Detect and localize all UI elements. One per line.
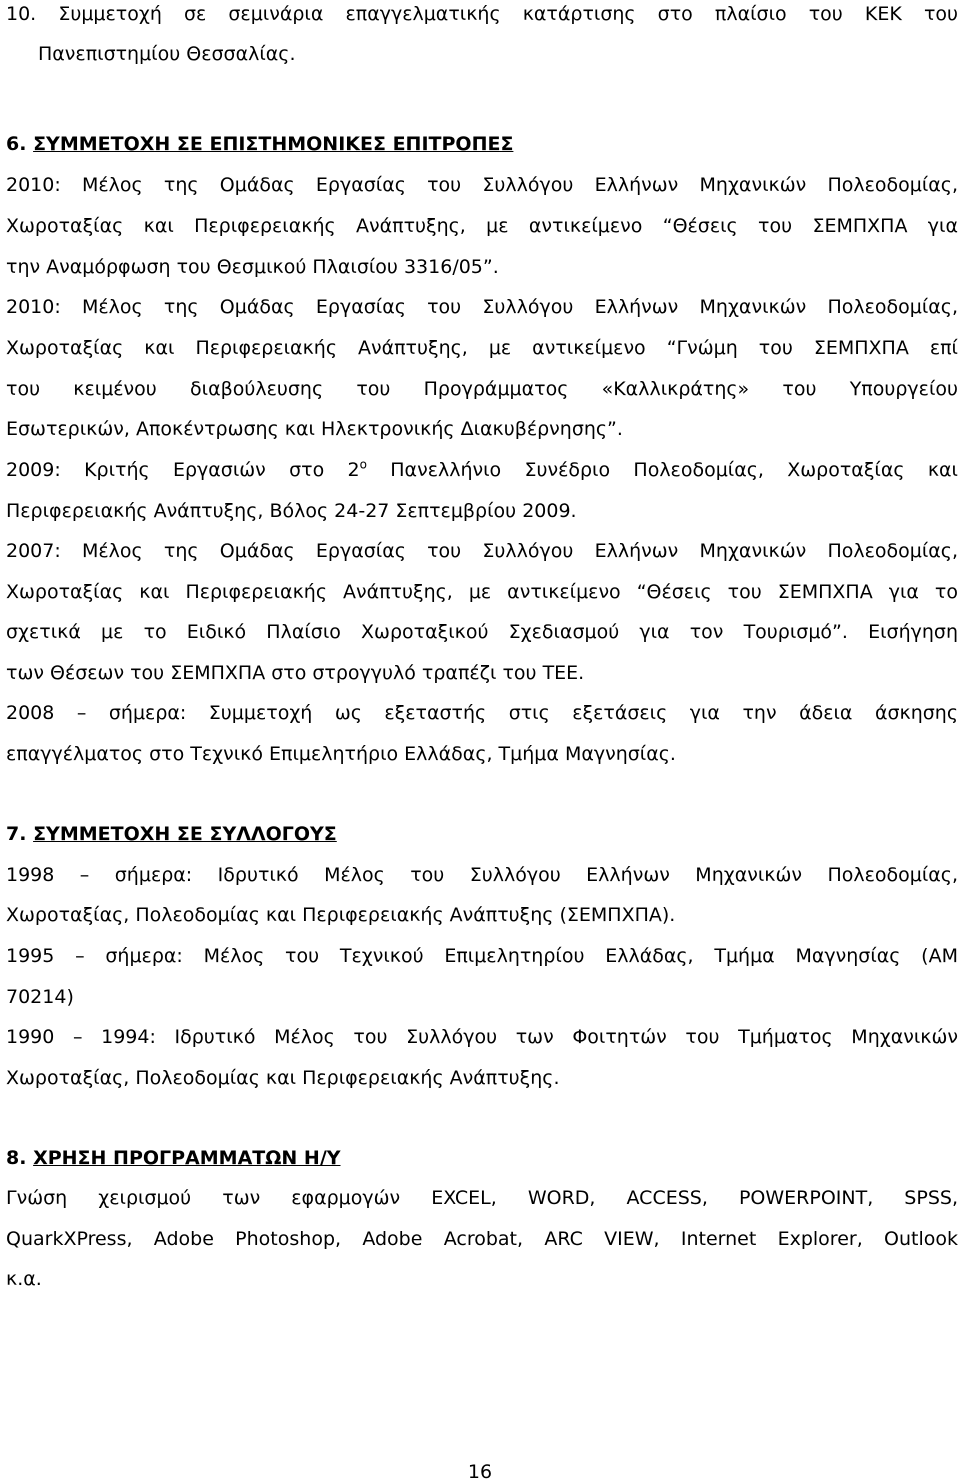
page-number: 16 bbox=[467, 1461, 493, 1483]
s7-line-3: 1995 – σήμερα: Μέλος του Τεχνικού Επιμελητηρίου Ελλάδας, Τμήμα Μαγνησίας (ΑΜ bbox=[6, 945, 958, 967]
s6-entry-1-line-2: Χωροταξίας και Περιφερειακής Ανάπτυξης, με αντικείμενο “Θέσεις του ΣΕΜΠΧΠΑ για bbox=[6, 215, 958, 237]
section-7-number: 7. bbox=[6, 823, 27, 845]
s6-entry-3-sup: ο bbox=[359, 457, 367, 472]
section-7-heading bbox=[6, 821, 958, 847]
s6-entry-1-line-1: 2010: Μέλος της Ομάδας Εργασίας του Συλλόγου Ελλήνων Μηχανικών Πολεοδομίας, bbox=[6, 174, 958, 196]
s6-entry-2-line-1: 2010: Μέλος της Ομάδας Εργασίας του Συλλόγου Ελλήνων Μηχανικών Πολεοδομίας, bbox=[6, 296, 958, 318]
s8-line-2: QuarkXPress, Adobe Photoshop, Adobe Acrobat, ARC VIEW, Internet Explorer, Outlook bbox=[6, 1228, 958, 1250]
s6-entry-4-line-2: Χωροταξίας και Περιφερειακής Ανάπτυξης, με αντικείμενο “Θέσεις του ΣΕΜΠΧΠΑ για το bbox=[6, 581, 958, 603]
section-7-title: ΣΥΜΜΕΤΟΧΗ ΣΕ ΣΥΛΛΟΓΟΥΣ bbox=[33, 823, 337, 845]
section-6-title: ΣΥΜΜΕΤΟΧΗ ΣΕ ΕΠΙΣΤΗΜΟΝΙΚΕΣ ΕΠΙΤΡΟΠΕΣ bbox=[33, 133, 514, 155]
s6-entry-2-line-2: Χωροταξίας και Περιφερειακής Ανάπτυξης, με αντικείμενο “Γνώμη του ΣΕΜΠΧΠΑ επί bbox=[6, 337, 958, 359]
s7-line-2: Χωροταξίας, Πολεοδομίας και Περιφερειακής Ανάπτυξης (ΣΕΜΠΧΠΑ). bbox=[6, 904, 676, 926]
s6-entry-3-after: Πανελλήνιο Συνέδριο Πολεοδομίας, Χωροταξίας και bbox=[366, 459, 958, 481]
section-8-number: 8. bbox=[6, 1147, 27, 1169]
s6-entry-4-line-3: σχετικά με το Ειδικό Πλαίσιο Χωροταξικού Σχεδιασμού για τον Τουρισμό”. Εισήγηση bbox=[6, 621, 958, 643]
s6-entry-5-line-2: επαγγέλματος στο Τεχνικό Επιμελητήριο Ελλάδας, Τμήμα Μαγνησίας. bbox=[6, 743, 676, 765]
section-8-heading bbox=[6, 1145, 958, 1171]
s6-entry-3-line-2: Περιφερειακής Ανάπτυξης, Βόλος 24-27 Σεπτεμβρίου 2009. bbox=[6, 500, 577, 522]
item-10-line-1: 10. Συμμετοχή σε σεμινάρια επαγγελματικής κατάρτισης στο πλαίσιο του ΚΕΚ του bbox=[6, 3, 958, 25]
s7-line-6: Χωροταξίας, Πολεοδομίας και Περιφερειακής Ανάπτυξης. bbox=[6, 1067, 560, 1089]
s8-line-3: κ.α. bbox=[6, 1268, 42, 1290]
s6-entry-2-line-3: του κειμένου διαβούλευσης του Προγράμματος «Καλλικράτης» του Υπουργείου bbox=[6, 378, 958, 400]
s6-entry-3-before: 2009: Κριτής Εργασιών στο 2 bbox=[6, 459, 360, 481]
s6-entry-2-line-4: Εσωτερικών, Αποκέντρωσης και Ηλεκτρονικής Διακυβέρνησης”. bbox=[6, 418, 623, 440]
s7-line-4: 70214) bbox=[6, 986, 74, 1008]
section-6-number: 6. bbox=[6, 133, 27, 155]
s6-entry-4-line-1: 2007: Μέλος της Ομάδας Εργασίας του Συλλόγου Ελλήνων Μηχανικών Πολεοδομίας, bbox=[6, 540, 958, 562]
s8-line-1: Γνώση χειρισμού των εφαρμογών EXCEL, WORD, ACCESS, POWERPOINT, SPSS, bbox=[6, 1187, 958, 1209]
s7-line-1: 1998 – σήμερα: Ιδρυτικό Μέλος του Συλλόγου Ελλήνων Μηχανικών Πολεοδομίας, bbox=[6, 864, 958, 886]
section-8-title: ΧΡΗΣΗ ΠΡΟΓΡΑΜΜΑΤΩΝ Η/Υ bbox=[33, 1147, 341, 1169]
s6-entry-5-line-1: 2008 – σήμερα: Συμμετοχή ως εξεταστής στις εξετάσεις για την άδεια άσκησης bbox=[6, 702, 958, 724]
s6-entry-3-line-1 bbox=[6, 457, 958, 483]
s6-entry-4-line-4: των Θέσεων του ΣΕΜΠΧΠΑ στο στρογγυλό τραπέζι του ΤΕΕ. bbox=[6, 662, 585, 684]
section-6-heading bbox=[6, 131, 958, 157]
s7-line-5: 1990 – 1994: Ιδρυτικό Μέλος του Συλλόγου των Φοιτητών του Τμήματος Μηχανικών bbox=[6, 1026, 958, 1048]
item-10-line-2: Πανεπιστημίου Θεσσαλίας. bbox=[38, 43, 296, 65]
s6-entry-1-line-3: την Αναμόρφωση του Θεσμικού Πλαισίου 3316/05”. bbox=[6, 256, 499, 278]
